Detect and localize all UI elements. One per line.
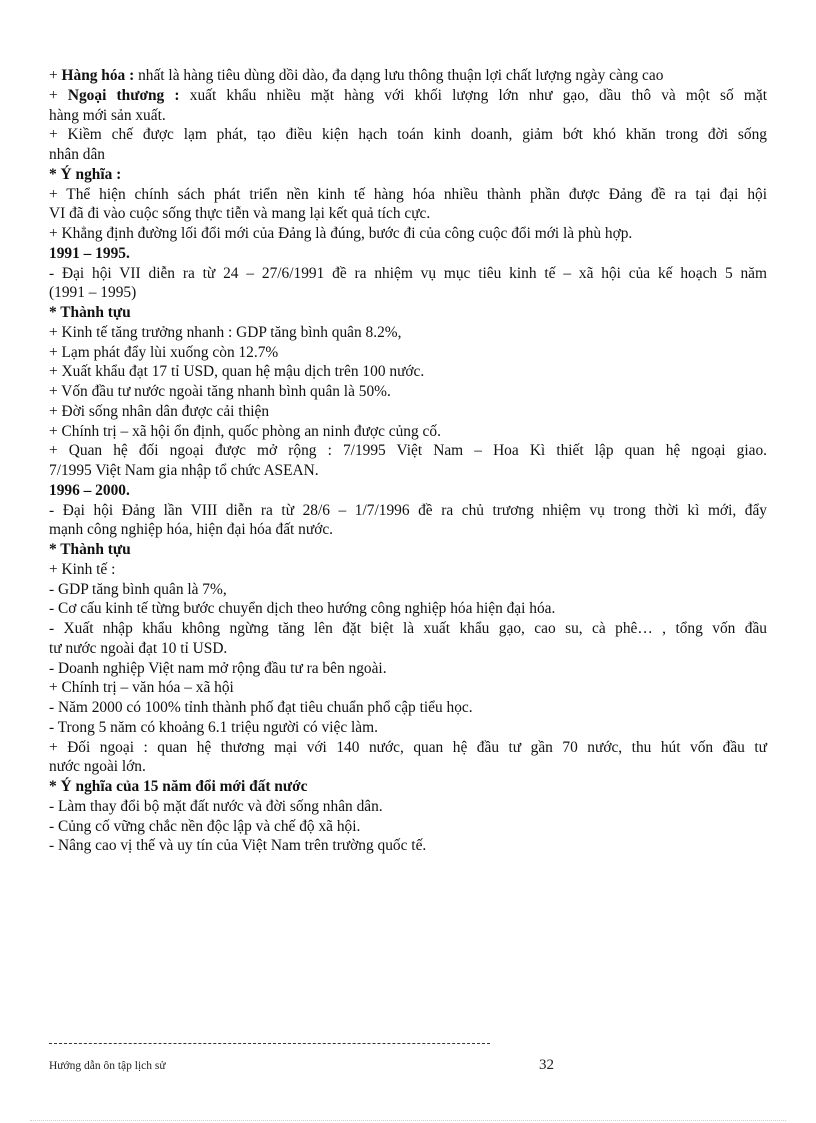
text-line [49, 797, 767, 817]
text-run: + Khẳng định đường lối đổi mới của Đảng là đúng, bước đi của công cuộc đổi mới là phù hợp. [49, 225, 633, 242]
bold-text: * Thành tựu [49, 541, 131, 558]
text-line [49, 560, 767, 580]
text-line [49, 599, 767, 619]
text-line [49, 757, 767, 777]
footer-title: Hướng dẫn ôn tập lịch sử [49, 1060, 166, 1072]
text-line [49, 639, 767, 659]
text-run: mạnh công nghiệp hóa, hiện đại hóa đất nước. [49, 521, 334, 539]
text-run: nhân dân [49, 146, 105, 163]
text-line [49, 283, 767, 303]
page-number: 32 [539, 1057, 554, 1073]
text-run: - Trong 5 năm có khoảng 6.1 triệu người có việc làm. [49, 718, 378, 736]
text-run: - Nâng cao vị thế và uy tín của Việt Nam trên trường quốc tế. [49, 837, 427, 855]
text-line [49, 659, 767, 679]
text-line [49, 145, 767, 165]
page-bottom-border [30, 1120, 786, 1121]
text-line [49, 244, 767, 264]
text-run: + Quan hệ đối ngoại được mở rộng : 7/1995 Việt Nam – Hoa Kì thiết lập quan hệ ngoại giao. [49, 442, 767, 460]
text-line [49, 678, 767, 698]
text-line [49, 619, 767, 639]
text-run: (1991 – 1995) [49, 284, 137, 302]
text-line [49, 777, 767, 797]
text-line [49, 520, 767, 540]
text-line [49, 86, 767, 106]
text-run: 7/1995 Việt Nam gia nhập tổ chức ASEAN. [49, 462, 319, 479]
text-line [49, 224, 767, 244]
text-run: + Xuất khẩu đạt 17 tỉ USD, quan hệ mậu dịch trên 100 nước. [49, 363, 425, 381]
text-run: - Năm 2000 có 100% tỉnh thành phố đạt tiêu chuẩn phổ cập tiểu học. [49, 699, 473, 716]
text-line [49, 481, 767, 501]
text-line [49, 382, 767, 402]
text-run: + [49, 86, 68, 104]
text-line [49, 303, 767, 323]
text-line [49, 540, 767, 560]
text-run: xuất khẩu nhiều mặt hàng với khối lượng lớn như gạo, dầu thô và một số mặt [179, 86, 768, 104]
text-run: + Đời sống nhân dân được cải thiện [49, 402, 270, 420]
text-run: - Đại hội VII diễn ra từ 24 – 27/6/1991 đề ra nhiệm vụ mục tiêu kinh tế – xã hội của kế hoạch 5 năm [49, 264, 767, 282]
bold-text: Ngoại thương : [67, 86, 180, 104]
bold-text: Hàng hóa : [61, 67, 135, 84]
text-run: tư nước ngoài đạt 10 tỉ USD. [49, 639, 228, 657]
text-line [49, 738, 767, 758]
bold-text: 1996 – 2000. [49, 481, 130, 499]
text-run: - Xuất nhập khẩu không ngừng tăng lên đặt biệt là xuất khẩu gạo, cao su, cà phê… , tổng vốn đầu [49, 620, 767, 637]
text-run: + Kinh tế tăng trưởng nhanh : GDP tăng bình quân 8.2%, [49, 323, 402, 341]
bold-text: * Ý nghĩa của 15 năm đổi mới đất nước [49, 778, 308, 795]
text-run: + Chính trị – văn hóa – xã hội [49, 679, 234, 697]
text-line [49, 204, 767, 224]
text-run: + Kinh tế : [49, 560, 116, 578]
text-run: - Doanh nghiệp Việt nam mở rộng đầu tư ra bên ngoài. [49, 659, 387, 677]
text-run: + Kiềm chế được lạm phát, tạo điều kiện hạch toán kinh doanh, giảm bớt khó khăn trong đời sống [49, 126, 767, 144]
text-run: nước ngoài lớn. [49, 758, 146, 776]
document-body [49, 66, 767, 856]
text-run: hàng mới sản xuất. [49, 106, 166, 124]
text-line [49, 362, 767, 382]
text-run: - Làm thay đổi bộ mặt đất nước và đời sống nhân dân. [49, 797, 383, 815]
text-run: + Chính trị – xã hội ổn định, quốc phòng an ninh được củng cố. [49, 422, 441, 440]
text-run: + [49, 67, 62, 84]
text-line [49, 323, 767, 343]
text-line [49, 165, 767, 185]
text-line [49, 422, 767, 442]
text-line [49, 106, 767, 126]
footer-divider [49, 1043, 490, 1044]
text-line [49, 402, 767, 422]
text-run: - Cơ cấu kinh tế từng bước chuyển dịch theo hướng công nghiệp hóa hiện đại hóa. [49, 600, 556, 618]
text-line [49, 441, 767, 461]
text-line [49, 125, 767, 145]
text-line [49, 698, 767, 718]
bold-text: 1991 – 1995. [49, 244, 130, 262]
text-run: + Vốn đầu tư nước ngoài tăng nhanh bình quân là 50%. [49, 383, 391, 400]
text-line [49, 343, 767, 363]
text-line [49, 817, 767, 837]
text-run: - Đại hội Đảng lần VIII diễn ra từ 28/6 – 1/7/1996 đề ra chủ trương nhiệm vụ trong thời kì mới, đẩy [49, 501, 767, 519]
text-run: + Đối ngoại : quan hệ thương mại với 140 nước, quan hệ đầu tư gần 70 nước, thu hút vốn đầu tư [49, 738, 767, 756]
text-run: - GDP tăng bình quân là 7%, [49, 580, 227, 598]
text-run: VI đã đi vào cuộc sống thực tiễn và mang lại kết quả tích cực. [49, 205, 431, 223]
text-line [49, 501, 767, 521]
text-run: nhất là hàng tiêu dùng dồi dào, đa dạng lưu thông thuận lợi chất lượng ngày càng cao [134, 67, 664, 84]
text-run: + Lạm phát đẩy lùi xuống còn 12.7% [49, 343, 279, 361]
text-line [49, 580, 767, 600]
bold-text: * Ý nghĩa : [49, 165, 122, 183]
text-line [49, 836, 767, 856]
text-line [49, 718, 767, 738]
text-line [49, 185, 767, 205]
text-line [49, 264, 767, 284]
text-run: - Củng cố vững chắc nền độc lập và chế độ xã hội. [49, 817, 361, 835]
text-line [49, 461, 767, 481]
text-run: + Thể hiện chính sách phát triển nền kinh tế hàng hóa nhiều thành phần được Đảng đề ra tại đại hội [49, 185, 767, 203]
bold-text: * Thành tựu [49, 304, 131, 321]
text-line [49, 66, 767, 86]
